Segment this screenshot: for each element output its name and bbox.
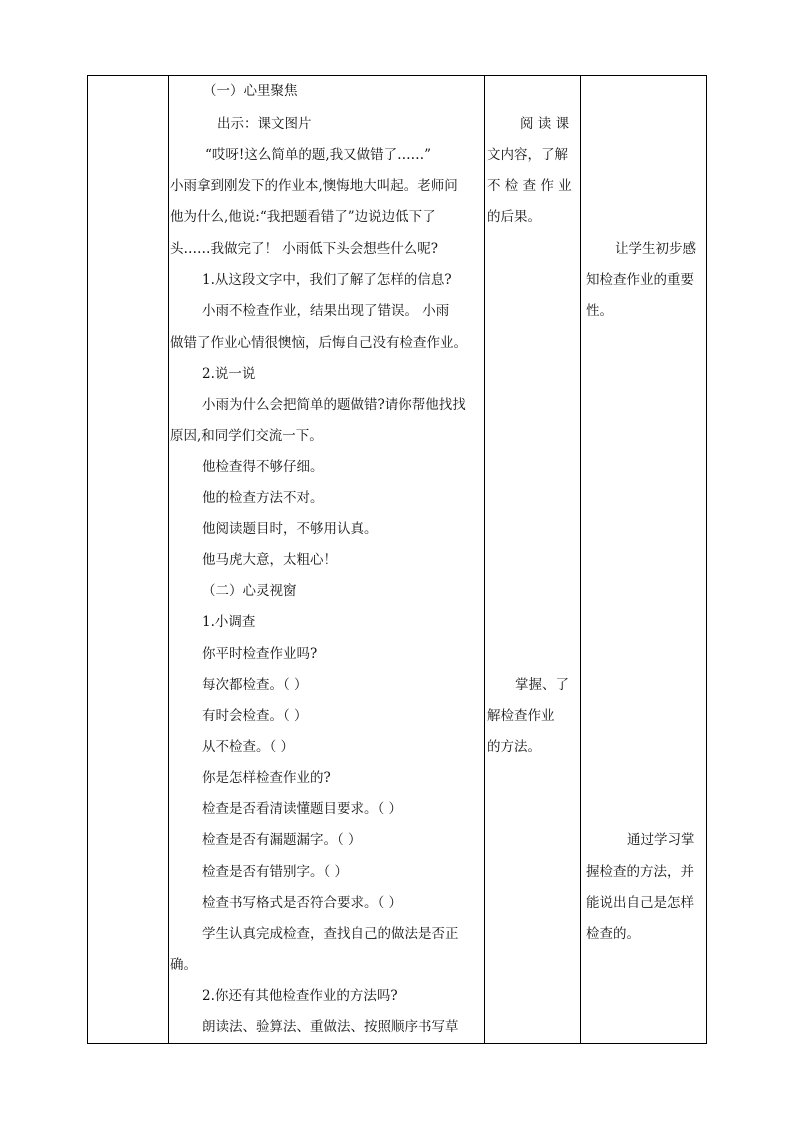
student-line: 掌握、了	[515, 677, 569, 693]
student-line: 解检查作业	[487, 708, 555, 724]
process-line: 1.小调查	[202, 614, 256, 630]
column-divider-3	[580, 76, 581, 1043]
process-line: 学生认真完成检查，查找自己的做法是否正	[202, 926, 459, 942]
column-divider-1	[168, 76, 169, 1043]
process-line: 头……我做完了！ 小雨低下头会想些什么呢?	[170, 241, 439, 257]
process-line: 你平时检查作业吗?	[202, 646, 318, 662]
process-line: 你是怎样检查作业的?	[202, 770, 331, 786]
intent-line: 检查的。	[586, 926, 640, 942]
process-line: 有时会检查。（ ）	[202, 708, 308, 724]
student-line: 不 检 查 作 业	[487, 178, 572, 194]
process-line: 2.你还有其他检查作业的方法吗?	[202, 988, 398, 1004]
process-line: 确。	[170, 957, 197, 973]
process-line: 小雨拿到刚发下的作业本,懊悔地大叫起。老师问	[170, 178, 458, 194]
process-line: 原因,和同学们交流一下。	[170, 428, 323, 444]
process-line: 出示：课文图片	[217, 116, 312, 132]
process-line: （二）心灵视窗	[202, 583, 297, 599]
process-line: 小雨不检查作业，结果出现了错误。 小雨	[202, 303, 450, 319]
process-line: 检查书写格式是否符合要求。（ ）	[202, 895, 403, 911]
process-line: 他检查得不够仔细。	[202, 459, 324, 475]
process-line: 1.从这段文字中，我们了解了怎样的信息?	[202, 272, 452, 288]
student-line: 文内容，了解	[487, 147, 568, 163]
intent-line: 性。	[586, 303, 613, 319]
student-line: 阅 读 课	[520, 116, 570, 132]
intent-line: 让学生初步感	[615, 241, 696, 257]
intent-line: 通过学习掌	[627, 832, 695, 848]
process-line: 他马虎大意，太粗心！	[202, 552, 337, 568]
column-divider-2	[484, 76, 485, 1043]
student-line: 的方法。	[487, 739, 541, 755]
process-line: 2.说一说	[202, 366, 256, 382]
process-line: 朗读法、验算法、重做法、按照顺序书写草	[202, 1019, 459, 1035]
process-line: 他的检查方法不对。	[202, 490, 324, 506]
process-line: “哎呀!这么简单的题,我又做错了……”	[205, 147, 432, 163]
process-line: 他阅读题目时，不够用认真。	[202, 521, 378, 537]
student-line: 的后果。	[487, 209, 541, 225]
process-line: 检查是否有漏题漏字。（ ）	[202, 832, 362, 848]
process-line: 每次都检查。（ ）	[202, 677, 308, 693]
process-line: 检查是否看清读懂题目要求。（ ）	[202, 801, 403, 817]
process-line: 从不检查。（ ）	[202, 739, 295, 755]
process-line: 检查是否有错别字。（ ）	[202, 864, 349, 880]
intent-line: 能说出自己是怎样	[586, 895, 694, 911]
process-line: 小雨为什么会把简单的题做错?请你帮他找找	[202, 397, 466, 413]
process-line: （一）心里聚焦	[203, 83, 298, 99]
intent-line: 握检查的方法，并	[586, 864, 694, 880]
process-line: 做错了作业心情很懊恼，后悔自己没有检查作业。	[170, 335, 467, 351]
process-line: 他为什么,他说:“我把题看错了”边说边低下了	[170, 209, 436, 225]
intent-line: 知检查作业的重要	[586, 272, 694, 288]
